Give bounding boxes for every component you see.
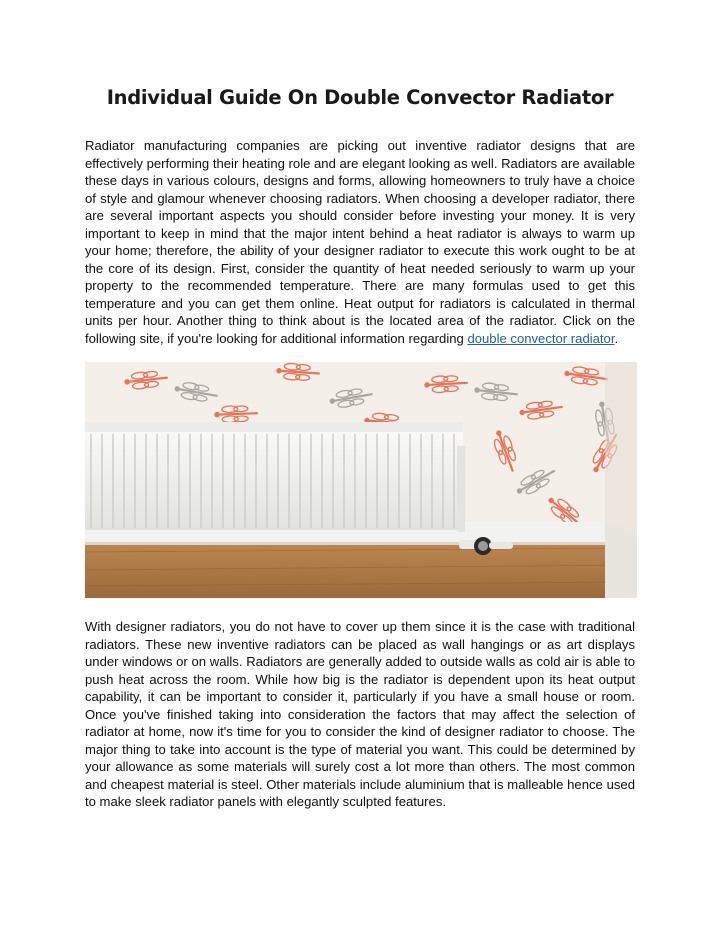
radiator-photo bbox=[85, 362, 637, 598]
document-title: Individual Guide On Double Convector Radiator bbox=[106, 86, 614, 109]
paragraph-intro bbox=[85, 137, 635, 347]
paragraph-intro-text: Radiator manufacturing companies are picking out inventive radiator designs that are effectively performing their heating role and are elegant looking as well. Radiators are available these days in various colours, designs and forms, allowing homeowners to truly have a choice of style and glamour whenever choosing radiators. When choosing a developer radiator, there are several important aspects you should consider before investing your money. It is very important to keep in mind that the major intent behind a heat radiator is always to warm up your home; therefore, the ability of your designer radiator to execute this work ought to be at the core of its design. First, consider the quantity of heat needed seriously to warm up your property to the recommended temperature. There are many formulas used to get this temperature and you can get them online. Heat output for radiators is calculated in thermal units per hour. Another thing to think about is the located area of the radiator. Click on the following site, if you're looking for additional information regarding bbox=[85, 138, 636, 346]
paragraph-designer-radiators: With designer radiators, you do not have to cover up them since it is the case with traditional radiators. These new inventive radiators can be placed as wall hangings or as art displays under windows or on walls. Radiators are generally added to outside walls as cold air is able to push heat across the room. While how big is the radiator is dependent upon its heat output capability, it can be important to consider it, particularly if you have a small house or room. Once you've finished taking into consideration the factors that may affect the selection of radiator at home, now it's time for you to consider the kind of designer radiator to choose. The major thing to take into account is the type of material you want. This could be determined by your allowance as some materials will surely cost a lot more than others. The most common and cheapest material is steel. Other materials include aluminium that is malleable hence used to make sleek radiator panels with elegantly sculpted features. bbox=[85, 619, 635, 809]
paragraph-intro-end: . bbox=[614, 330, 619, 346]
double-convector-radiator-link[interactable]: double convector radiator bbox=[467, 330, 615, 346]
